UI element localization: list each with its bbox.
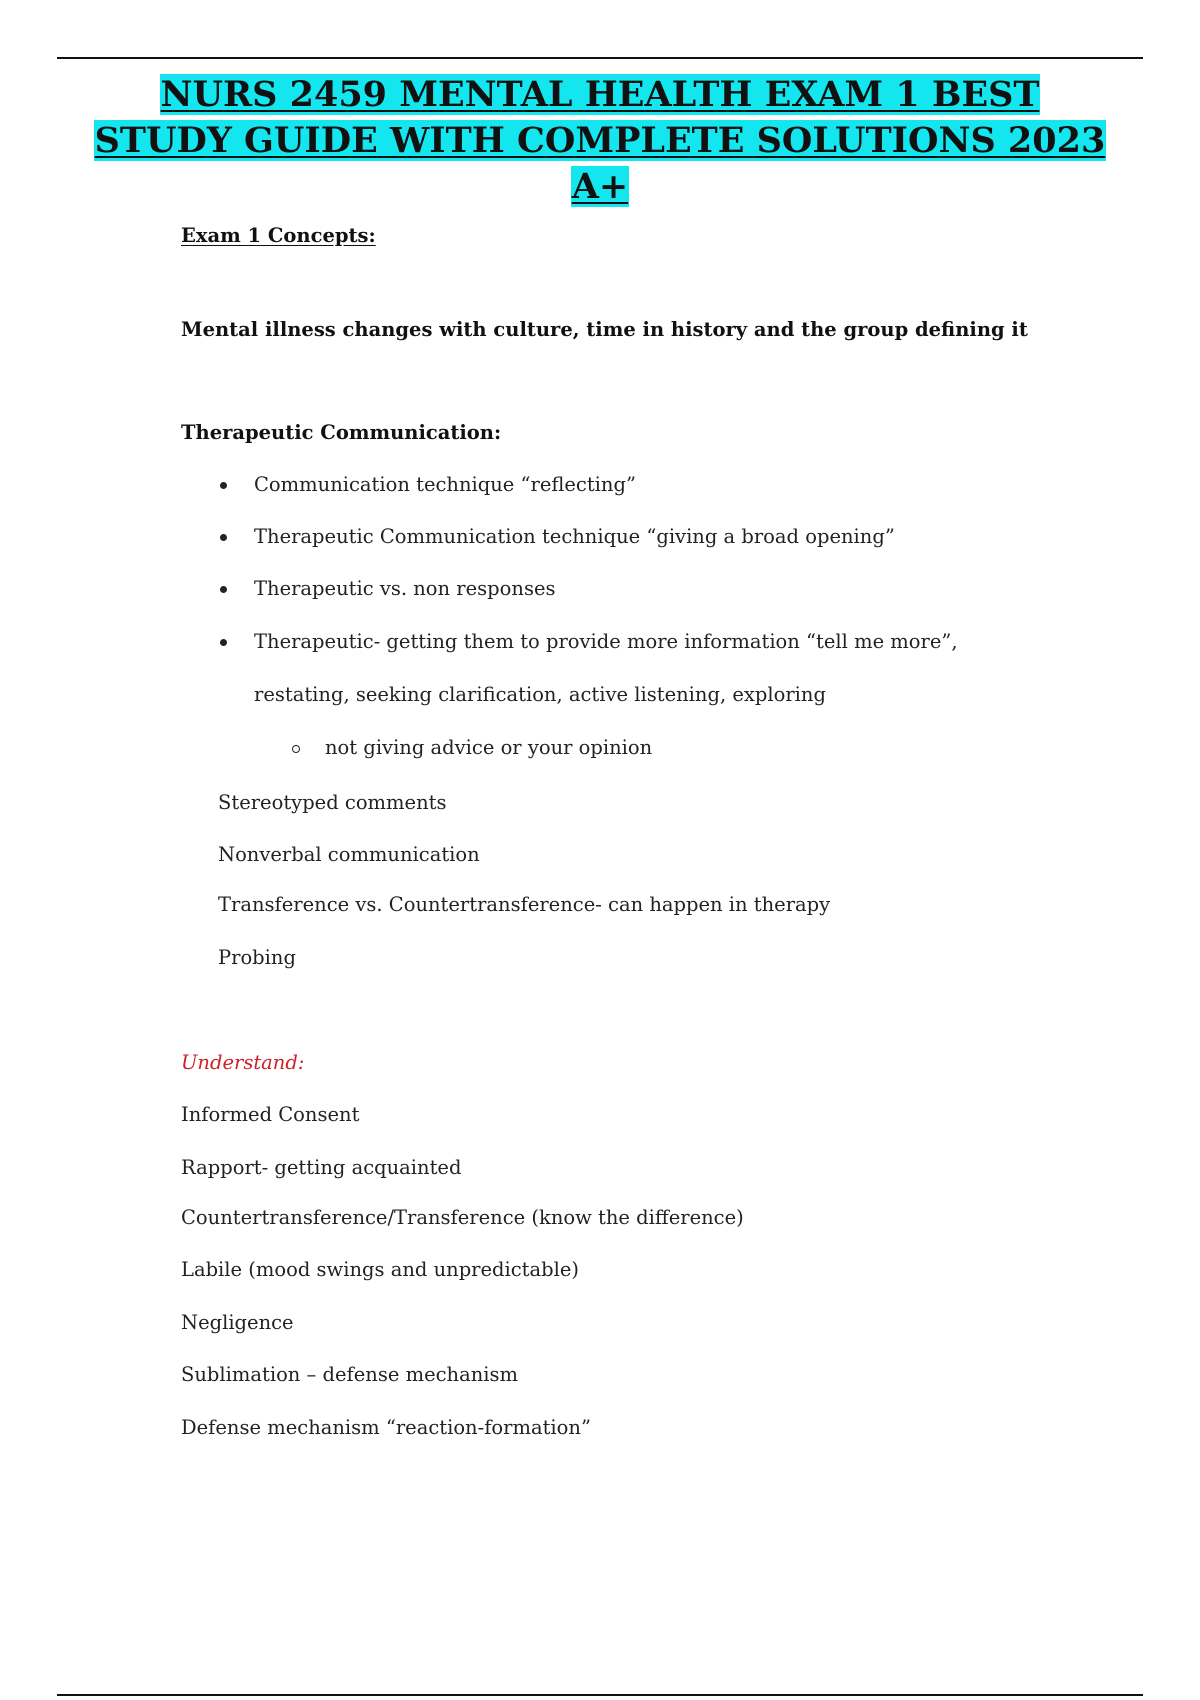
understand-item: Countertransference/Transference (know the difference) (181, 1206, 744, 1229)
understand-item: Informed Consent (181, 1103, 360, 1126)
concepts-heading: Exam 1 Concepts: (181, 224, 376, 247)
title-line: NURS 2459 MENTAL HEALTH EXAM 1 BEST (160, 74, 1040, 115)
indented-item: Stereotyped comments (218, 791, 447, 814)
document-title (60, 72, 1140, 210)
bullet-icon (220, 482, 227, 489)
understand-item: Rapport- getting acquainted (181, 1156, 462, 1179)
indented-item: Transference vs. Countertransference- can happen in therapy (218, 893, 831, 916)
understand-item: Defense mechanism “reaction-formation” (181, 1416, 591, 1439)
bullet-item: Therapeutic Communication technique “giving a broad opening” (254, 525, 895, 548)
sub-bullet-item: not giving advice or your opinion (325, 736, 653, 759)
bullet-item: Communication technique “reflecting” (254, 473, 636, 496)
understand-heading: Understand: (181, 1051, 305, 1074)
bullet-icon (220, 586, 227, 593)
bullet-item: Therapeutic vs. non responses (254, 577, 556, 600)
culture-statement: Mental illness changes with culture, time in history and the group defining it (181, 318, 1028, 341)
circle-bullet-icon (292, 745, 300, 753)
understand-item: Negligence (181, 1311, 294, 1334)
bullet-icon (220, 639, 227, 646)
title-line: A+ (571, 166, 629, 207)
bottom-rule (57, 1694, 1143, 1696)
understand-item: Labile (mood swings and unpredictable) (181, 1258, 580, 1281)
title-line: STUDY GUIDE WITH COMPLETE SOLUTIONS 2023 (94, 120, 1106, 161)
therapeutic-heading: Therapeutic Communication: (181, 421, 502, 444)
top-rule (57, 57, 1143, 59)
indented-item: Nonverbal communication (218, 843, 480, 866)
bullet-icon (220, 534, 227, 541)
bullet-item: Therapeutic- getting them to provide more information “tell me more”, (254, 630, 958, 653)
indented-item: Probing (218, 946, 296, 969)
bullet-continuation: restating, seeking clarification, active listening, exploring (254, 683, 826, 706)
understand-item: Sublimation – defense mechanism (181, 1363, 519, 1386)
